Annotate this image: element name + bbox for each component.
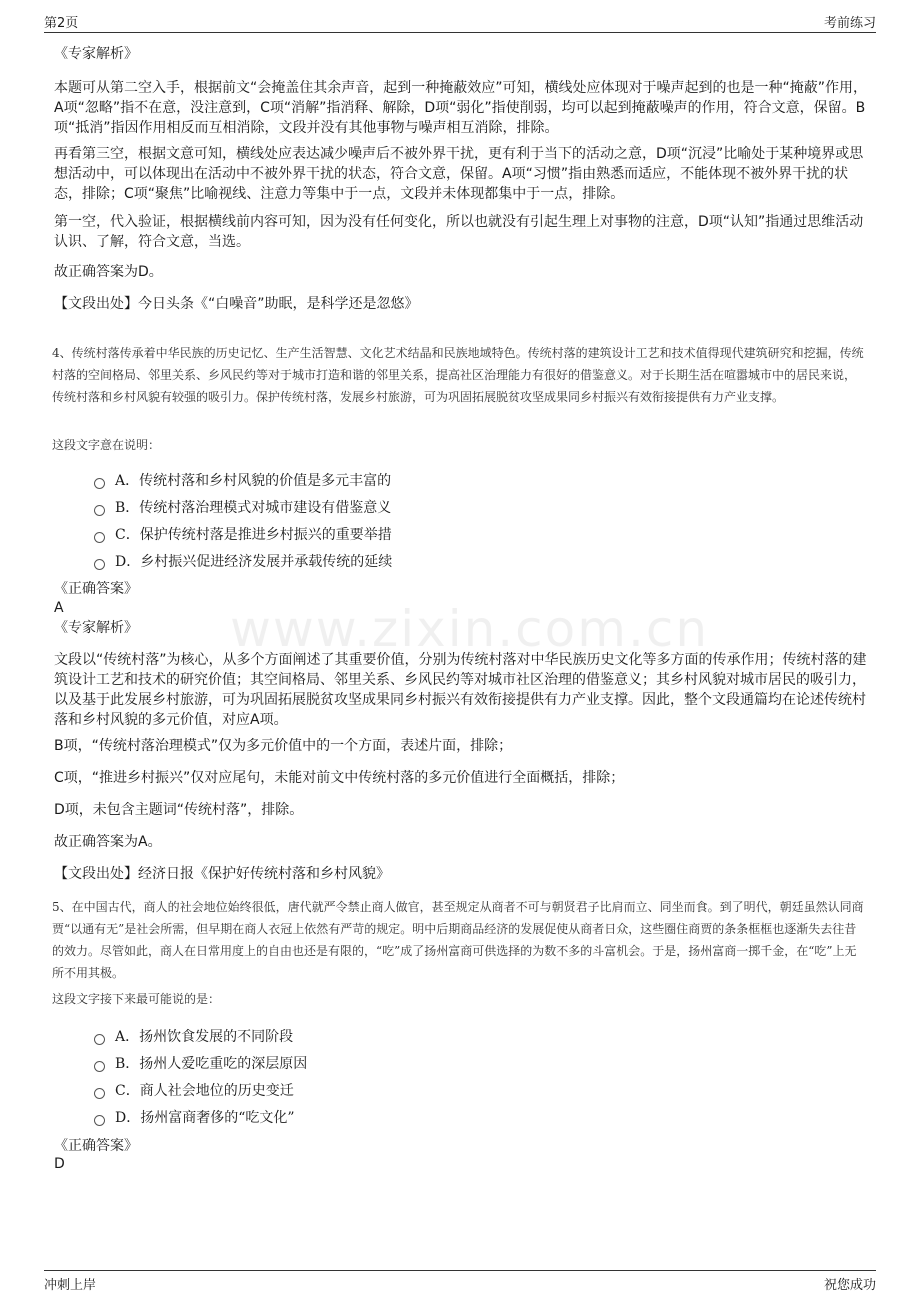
radio-icon[interactable] xyxy=(94,1115,105,1126)
q4-analysis-p1: 文段以“传统村落”为核心，从多个方面阐述了其重要价值，分别为传统村落对中华民族历史文化等多方面的传承作用；传统村落的建筑设计工艺和技术的研究价值；其空间格局、邻里关系、乡风民约等对城市社区治理的借鉴意义；其乡村风貌对城市居民的吸引力，以及基于此发展乡村旅游，可为巩固拓展脱贫攻坚成果同乡村振兴有效衔接提供有力产业支撑。因此，整个文段通篇均在论述传统村落和乡村风貌的多元价值，对应A项。 xyxy=(54,652,867,728)
radio-icon[interactable] xyxy=(94,532,105,543)
page-footer xyxy=(44,1270,876,1293)
q4-option-c[interactable]: C．保护传统村落是推进乡村振兴的重要举措 xyxy=(94,524,392,544)
page-number: 第2页 xyxy=(44,16,79,31)
header-title: 考前练习 xyxy=(823,16,876,31)
q4-stem: 4、传统村落传承着中华民族的历史记忆、生产生活智慧、文化艺术结晶和民族地域特色。传统村落的建筑设计工艺和技术值得现代建筑研究和挖掘，传统村落的空间格局、邻里关系、乡风民约等对于城市打造和谐的邻里关系，提高社区治理能力有很好的借鉴意义。对于长期生活在喧嚣城市中的居民来说，传统村落和乡村风貌有较强的吸引力。保护传统村落，发展乡村旅游，可为巩固拓展脱贫攻坚成果同乡村振兴有效衔接提供有力产业支撑。 xyxy=(52,346,864,404)
q5-option-c[interactable]: C．商人社会地位的历史变迁 xyxy=(94,1080,294,1100)
q5-answer-title: 《正确答案》 xyxy=(54,1138,138,1154)
q4-option-b[interactable]: B．传统村落治理模式对城市建设有借鉴意义 xyxy=(94,497,391,517)
q3-analysis-p3: 第一空，代入验证，根据横线前内容可知，因为没有任何变化，所以也就没有引起生理上对事物的注意，D项“认知”指通过思维活动认识、了解，符合文意，当选。 xyxy=(54,214,864,250)
q5-question: 这段文字接下来最可能说的是： xyxy=(52,992,221,1006)
q4-answer: A xyxy=(54,600,64,616)
q3-analysis-p1: 本题可从第二空入手，根据前文“会掩盖住其余声音，起到一种掩蔽效应”可知，横线处应体现对于噪声起到的也是一种“掩蔽”作用，A项“忽略”指不在意，没注意到，C项“消解”指消释、解除，D项“弱化”指使削弱，均可以起到掩蔽噪声的作用，符合文意，保留。B项“抵消”指因作用相反而互相消除，文段并没有其他事物与噪声相互消除，排除。 xyxy=(54,80,868,136)
q4-option-a[interactable]: A．传统村落和乡村风貌的价值是多元丰富的 xyxy=(94,470,391,490)
q5-option-a[interactable]: A．扬州饮食发展的不同阶段 xyxy=(94,1026,293,1046)
q5-answer: D xyxy=(54,1156,65,1172)
q4-analysis-p2: B项，“传统村落治理模式”仅为多元价值中的一个方面，表述片面，排除； xyxy=(54,738,513,754)
radio-icon[interactable] xyxy=(94,478,105,489)
radio-icon[interactable] xyxy=(94,1088,105,1099)
q5-option-b[interactable]: B．扬州人爱吃重吃的深层原因 xyxy=(94,1053,307,1073)
q4-question: 这段文字意在说明： xyxy=(52,438,161,452)
q3-analysis-p2: 再看第三空，根据文意可知，横线处应表达减少噪声后不被外界干扰，更有利于当下的活动之意，D项“沉浸”比喻处于某种境界或思想活动中，可以体现出在活动中不被外界干扰的状态，符合文意，保留。A项“习惯”指由熟悉而适应，不能体现不被外界干扰的状态，排除；C项“聚焦”比喻视线、注意力等集中于一点，文段并未体现都集中于一点，排除。 xyxy=(54,146,864,202)
q3-source: 【文段出处】今日头条《“白噪音”助眠，是科学还是忽悠》 xyxy=(54,296,419,312)
q4-option-d[interactable]: D．乡村振兴促进经济发展并承载传统的延续 xyxy=(94,551,392,571)
radio-icon[interactable] xyxy=(94,505,105,516)
q3-answer-statement: 故正确答案为D。 xyxy=(54,264,163,280)
q3-analysis-title: 《专家解析》 xyxy=(54,46,138,62)
footer-left-text: 冲刺上岸 xyxy=(44,1278,97,1293)
radio-icon[interactable] xyxy=(94,559,105,570)
radio-icon[interactable] xyxy=(94,1034,105,1045)
q4-analysis-p4: D项，未包含主题词“传统村落”，排除。 xyxy=(54,802,304,818)
q5-option-d[interactable]: D．扬州富商奢侈的“吃文化” xyxy=(94,1107,295,1127)
watermark: www.zixin.com.cn xyxy=(230,600,710,658)
page-header xyxy=(44,12,876,33)
q4-answer-statement: 故正确答案为A。 xyxy=(54,834,162,850)
footer-right-text: 祝您成功 xyxy=(823,1278,876,1293)
q4-analysis-title: 《专家解析》 xyxy=(54,620,138,636)
q4-analysis-p3: C项，“推进乡村振兴”仅对应尾句，未能对前文中传统村落的多元价值进行全面概括，排除； xyxy=(54,770,625,786)
q4-answer-title: 《正确答案》 xyxy=(54,581,138,597)
radio-icon[interactable] xyxy=(94,1061,105,1072)
q4-source: 【文段出处】经济日报《保护好传统村落和乡村风貌》 xyxy=(54,866,390,882)
q5-stem: 5、在中国古代，商人的社会地位始终很低，唐代就严令禁止商人做官，甚至规定从商者不可与朝贤君子比肩而立、同坐而食。到了明代，朝廷虽然认同商贾“以通有无”是社会所需，但早期在商人衣冠上依然有严苛的规定。明中后期商品经济的发展促使从商者日众，这些圈住商贾的条条框框也逐渐失去往昔的效力。尽管如此，商人在日常用度上的自由也还是有限的，“吃”成了扬州富商可供选择的为数不多的斗富机会。于是，扬州富商一掷千金，在“吃”上无所不用其极。 xyxy=(52,900,864,980)
